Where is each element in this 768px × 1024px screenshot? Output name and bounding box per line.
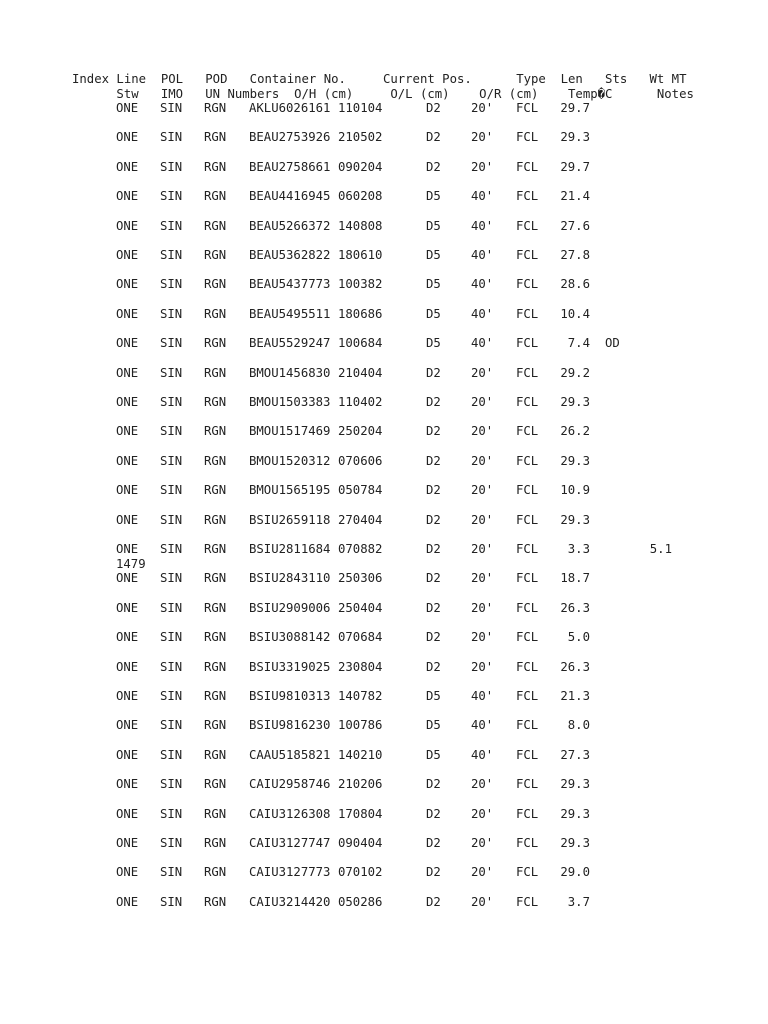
current-position-cell: 090204 [338,159,383,174]
load-type-cell: FCL [516,130,539,145]
table-row [116,483,756,513]
temperature-cell: 18.7 [560,571,590,586]
type-code-cell: D5 [426,218,441,233]
container-size-cell: 20' [471,630,494,645]
current-position-cell: 180610 [338,248,383,262]
current-position-cell: 140782 [338,689,383,703]
load-type-cell: FCL [516,101,539,115]
current-position-cell: 050286 [338,894,383,909]
load-type-cell: FCL [516,159,539,174]
port-of-discharge-cell: RGN [204,718,227,733]
load-type-cell: FCL [516,189,539,204]
type-code-cell: D2 [426,101,441,115]
table-row [116,248,756,278]
load-type-cell: FCL [516,806,539,821]
line-operator-cell: ONE [116,189,139,204]
port-of-discharge-cell: RGN [204,836,227,850]
port-of-discharge-cell: RGN [204,306,227,321]
container-number-cell: BSIU2909006 [249,600,331,615]
temperature-cell: 28.6 [560,277,590,292]
port-of-discharge-cell: RGN [204,659,227,674]
line-operator-cell: ONE [116,512,139,527]
type-code-cell: D2 [426,836,441,850]
temperature-cell: 29.3 [560,130,590,145]
current-position-cell: 100786 [338,718,383,733]
current-position-cell: 050784 [338,483,383,498]
port-of-loading-cell: SIN [160,336,183,351]
container-size-cell: 20' [471,483,494,498]
line-operator-cell: ONE [116,659,139,674]
container-number-cell: CAIU3127747 [249,836,331,850]
table-row [116,307,756,337]
container-size-cell: 40' [471,689,494,703]
port-of-loading-cell: SIN [160,894,183,909]
port-of-loading-cell: SIN [160,718,183,733]
temperature-cell: 29.3 [560,777,590,792]
temperature-cell: 26.2 [560,424,590,439]
load-type-cell: FCL [516,689,539,703]
line-operator-cell: ONE [116,277,139,292]
port-of-loading-cell: SIN [160,689,183,703]
temperature-cell: 26.3 [560,600,590,615]
port-of-discharge-cell: RGN [204,395,227,409]
column-header-line-2: Stw IMO UN Numbers O/H (cm) O/L (cm) O/R (cm) Temp�C Notes [72,87,694,101]
table-row [116,277,756,307]
container-number-cell: CAIU3214420 [249,894,331,909]
port-of-discharge-cell: RGN [204,865,227,880]
port-of-loading-cell: SIN [160,600,183,615]
line-operator-cell: ONE [116,718,139,733]
temperature-cell: 29.2 [560,365,590,380]
table-row [116,513,756,543]
container-number-cell: BEAU5495511 [249,306,331,321]
container-number-cell: BMOU1503383 [249,395,331,409]
line-operator-cell: ONE [116,336,139,351]
container-size-cell: 20' [471,659,494,674]
type-code-cell: D5 [426,306,441,321]
port-of-loading-cell: SIN [160,865,183,880]
load-type-cell: FCL [516,424,539,439]
port-of-discharge-cell: RGN [204,689,227,703]
type-code-cell: D2 [426,424,441,439]
container-number-cell: BSIU2659118 [249,512,331,527]
type-code-cell: D2 [426,483,441,498]
current-position-cell: 140808 [338,218,383,233]
container-size-cell: 20' [471,777,494,792]
current-position-cell: 070882 [338,542,383,556]
port-of-loading-cell: SIN [160,248,183,262]
type-code-cell: D5 [426,336,441,351]
load-type-cell: FCL [516,571,539,586]
port-of-loading-cell: SIN [160,777,183,792]
temperature-cell: 10.9 [560,483,590,498]
container-number-cell: BMOU1520312 [249,453,331,468]
type-code-cell: D2 [426,395,441,409]
load-type-cell: FCL [516,218,539,233]
type-code-cell: D2 [426,659,441,674]
line-operator-cell: ONE [116,218,139,233]
current-position-cell: 180686 [338,306,383,321]
table-row [116,130,756,160]
container-number-cell: BEAU2758661 [249,159,331,174]
type-code-cell: D2 [426,542,441,556]
container-size-cell: 40' [471,718,494,733]
table-row [116,336,756,366]
current-position-cell: 110104 [338,101,383,115]
container-size-cell: 20' [471,806,494,821]
container-size-cell: 40' [471,306,494,321]
load-type-cell: FCL [516,512,539,527]
line-operator-cell: ONE [116,600,139,615]
load-type-cell: FCL [516,630,539,645]
port-of-loading-cell: SIN [160,218,183,233]
temperature-cell: 3.3 [567,542,590,556]
port-of-discharge-cell: RGN [204,365,227,380]
port-of-loading-cell: SIN [160,659,183,674]
port-of-discharge-cell: RGN [204,218,227,233]
table-row [116,718,756,748]
load-type-cell: FCL [516,365,539,380]
port-of-loading-cell: SIN [160,101,183,115]
line-operator-cell: ONE [116,424,139,439]
line-operator-cell: ONE [116,159,139,174]
current-position-cell: 250306 [338,571,383,586]
line-operator-cell: ONE [116,571,139,586]
container-size-cell: 20' [471,395,494,409]
container-size-cell: 40' [471,248,494,262]
temperature-cell: 5.0 [567,630,590,645]
load-type-cell: FCL [516,718,539,733]
temperature-cell: 27.3 [560,747,590,762]
container-number-cell: BMOU1456830 [249,365,331,380]
port-of-loading-cell: SIN [160,542,183,556]
current-position-cell: 070102 [338,865,383,880]
container-number-cell: BSIU9816230 [249,718,331,733]
temperature-cell: 29.3 [560,512,590,527]
temperature-cell: 3.7 [567,894,590,909]
table-row [116,689,756,719]
container-size-cell: 20' [471,512,494,527]
table-row [116,454,756,484]
container-number-cell: BEAU4416945 [249,189,331,204]
port-of-loading-cell: SIN [160,836,183,850]
port-of-discharge-cell: RGN [204,571,227,586]
current-position-cell: 110402 [338,395,383,409]
port-of-discharge-cell: RGN [204,512,227,527]
temperature-cell: 7.4 [567,336,590,351]
port-of-discharge-cell: RGN [204,277,227,292]
container-size-cell: 20' [471,453,494,468]
container-size-cell: 20' [471,130,494,145]
temperature-cell: 29.3 [560,395,590,409]
load-type-cell: FCL [516,747,539,762]
temperature-cell: 27.8 [560,248,590,262]
type-code-cell: D2 [426,777,441,792]
current-position-cell: 210206 [338,777,383,792]
table-row [116,395,756,425]
port-of-discharge-cell: RGN [204,130,227,145]
port-of-discharge-cell: RGN [204,159,227,174]
line-operator-cell: ONE [116,395,139,409]
line-operator-cell: ONE [116,865,139,880]
temperature-cell: 29.7 [560,101,590,115]
current-position-cell: 070684 [338,630,383,645]
current-position-cell: 210502 [338,130,383,145]
line-operator-cell: ONE [116,306,139,321]
type-code-cell: D2 [426,630,441,645]
port-of-discharge-cell: RGN [204,630,227,645]
load-type-cell: FCL [516,894,539,909]
container-number-cell: BEAU5266372 [249,218,331,233]
container-number-cell: BSIU2811684 [249,542,331,556]
type-code-cell: D2 [426,894,441,909]
table-row [116,424,756,454]
container-size-cell: 20' [471,424,494,439]
temperature-cell: 29.7 [560,159,590,174]
port-of-loading-cell: SIN [160,306,183,321]
port-of-discharge-cell: RGN [204,189,227,204]
table-row [116,101,756,131]
line-operator-cell: ONE [116,894,139,909]
port-of-discharge-cell: RGN [204,336,227,351]
type-code-cell: D2 [426,159,441,174]
current-position-cell: 210404 [338,365,383,380]
temperature-cell: 21.3 [560,689,590,703]
load-type-cell: FCL [516,777,539,792]
port-of-discharge-cell: RGN [204,806,227,821]
current-position-cell: 140210 [338,747,383,762]
current-position-cell: 270404 [338,512,383,527]
container-number-cell: BEAU2753926 [249,130,331,145]
line-operator-cell: ONE [116,130,139,145]
port-of-loading-cell: SIN [160,512,183,527]
current-position-cell: 250204 [338,424,383,439]
port-of-loading-cell: SIN [160,571,183,586]
temperature-cell: 10.4 [560,306,590,321]
load-type-cell: FCL [516,453,539,468]
container-size-cell: 40' [471,336,494,351]
type-code-cell: D2 [426,453,441,468]
type-code-cell: D2 [426,571,441,586]
table-row [116,836,756,866]
temperature-cell: 29.3 [560,836,590,850]
type-code-cell: D5 [426,189,441,204]
table-row [116,865,756,895]
line-operator-cell: ONE [116,483,139,498]
container-number-cell: BEAU5437773 [249,277,331,292]
type-code-cell: D2 [426,365,441,380]
table-row [116,219,756,249]
line-operator-cell: ONE [116,248,139,262]
temperature-cell: 8.0 [567,718,590,733]
line-operator-cell: ONE [116,542,139,556]
type-code-cell: D2 [426,806,441,821]
table-row [116,807,756,837]
type-code-cell: D5 [426,248,441,262]
port-of-loading-cell: SIN [160,453,183,468]
load-type-cell: FCL [516,865,539,880]
port-of-discharge-cell: RGN [204,777,227,792]
table-row [116,660,756,690]
container-number-cell: BMOU1565195 [249,483,331,498]
line-operator-cell: ONE [116,836,139,850]
load-type-cell: FCL [516,600,539,615]
container-size-cell: 40' [471,747,494,762]
port-of-loading-cell: SIN [160,747,183,762]
port-of-discharge-cell: RGN [204,101,227,115]
current-position-cell: 090404 [338,836,383,850]
line-operator-cell: ONE [116,453,139,468]
port-of-loading-cell: SIN [160,806,183,821]
current-position-cell: 070606 [338,453,383,468]
line-operator-cell: ONE [116,630,139,645]
container-number-cell: BEAU5529247 [249,336,331,351]
line-operator-cell: ONE [116,806,139,821]
temperature-cell: 21.4 [560,189,590,204]
temperature-cell: 29.0 [560,865,590,880]
temperature-cell: 27.6 [560,218,590,233]
container-number-cell: BSIU3319025 [249,659,331,674]
stowage-extra-cell: 1479 [116,557,146,571]
line-operator-cell: ONE [116,747,139,762]
load-type-cell: FCL [516,277,539,292]
port-of-discharge-cell: RGN [204,542,227,556]
port-of-loading-cell: SIN [160,424,183,439]
port-of-discharge-cell: RGN [204,747,227,762]
line-operator-cell: ONE [116,689,139,703]
table-row [116,630,756,660]
container-size-cell: 40' [471,277,494,292]
type-code-cell: D2 [426,600,441,615]
table-row [116,571,756,601]
current-position-cell: 230804 [338,659,383,674]
table-row [116,748,756,778]
line-operator-cell: ONE [116,777,139,792]
container-size-cell: 20' [471,894,494,909]
type-code-cell: D5 [426,718,441,733]
load-type-cell: FCL [516,395,539,409]
temperature-cell: 26.3 [560,659,590,674]
current-position-cell: 170804 [338,806,383,821]
line-operator-cell: ONE [116,101,139,115]
container-number-cell: CAAU5185821 [249,747,331,762]
container-size-cell: 20' [471,159,494,174]
table-row [116,542,756,572]
port-of-loading-cell: SIN [160,277,183,292]
container-number-cell: BSIU2843110 [249,571,331,586]
container-size-cell: 20' [471,365,494,380]
type-code-cell: D2 [426,130,441,145]
container-number-cell: BEAU5362822 [249,248,331,262]
load-type-cell: FCL [516,248,539,262]
port-of-discharge-cell: RGN [204,248,227,262]
port-of-loading-cell: SIN [160,395,183,409]
container-number-cell: CAIU3127773 [249,865,331,880]
table-row [116,189,756,219]
container-number-cell: CAIU3126308 [249,806,331,821]
port-of-loading-cell: SIN [160,483,183,498]
load-type-cell: FCL [516,659,539,674]
table-row [116,601,756,631]
container-number-cell: CAIU2958746 [249,777,331,792]
port-of-loading-cell: SIN [160,365,183,380]
container-size-cell: 20' [471,571,494,586]
type-code-cell: D2 [426,865,441,880]
table-row [116,777,756,807]
load-type-cell: FCL [516,336,539,351]
container-size-cell: 40' [471,218,494,233]
container-size-cell: 20' [471,101,494,115]
container-number-cell: BMOU1517469 [249,424,331,439]
table-row [116,895,756,925]
port-of-loading-cell: SIN [160,130,183,145]
port-of-discharge-cell: RGN [204,483,227,498]
current-position-cell: 100382 [338,277,383,292]
temperature-cell: 29.3 [560,806,590,821]
container-size-cell: 20' [471,542,494,556]
port-of-loading-cell: SIN [160,630,183,645]
current-position-cell: 100684 [338,336,383,351]
temperature-cell: 29.3 [560,453,590,468]
load-type-cell: FCL [516,306,539,321]
type-code-cell: D5 [426,747,441,762]
container-size-cell: 20' [471,836,494,850]
current-position-cell: 250404 [338,600,383,615]
table-row [116,366,756,396]
load-type-cell: FCL [516,836,539,850]
container-size-cell: 40' [471,189,494,204]
container-number-cell: AKLU6026161 [249,101,331,115]
line-operator-cell: ONE [116,365,139,380]
port-of-discharge-cell: RGN [204,453,227,468]
load-type-cell: FCL [516,483,539,498]
port-of-discharge-cell: RGN [204,424,227,439]
type-code-cell: D5 [426,277,441,292]
port-of-loading-cell: SIN [160,189,183,204]
port-of-discharge-cell: RGN [204,600,227,615]
weight-cell: 5.1 [649,542,672,556]
container-number-cell: BSIU9810313 [249,689,331,703]
type-code-cell: D2 [426,512,441,527]
table-row [116,160,756,190]
container-size-cell: 20' [471,865,494,880]
container-size-cell: 20' [471,600,494,615]
container-number-cell: BSIU3088142 [249,630,331,645]
load-type-cell: FCL [516,542,539,556]
port-of-discharge-cell: RGN [204,894,227,909]
type-code-cell: D5 [426,689,441,703]
column-header-line-1: Index Line POL POD Container No. Current Pos. Type Len Sts Wt MT [72,72,687,86]
current-position-cell: 060208 [338,189,383,204]
port-of-loading-cell: SIN [160,159,183,174]
status-cell: OD [605,336,620,351]
